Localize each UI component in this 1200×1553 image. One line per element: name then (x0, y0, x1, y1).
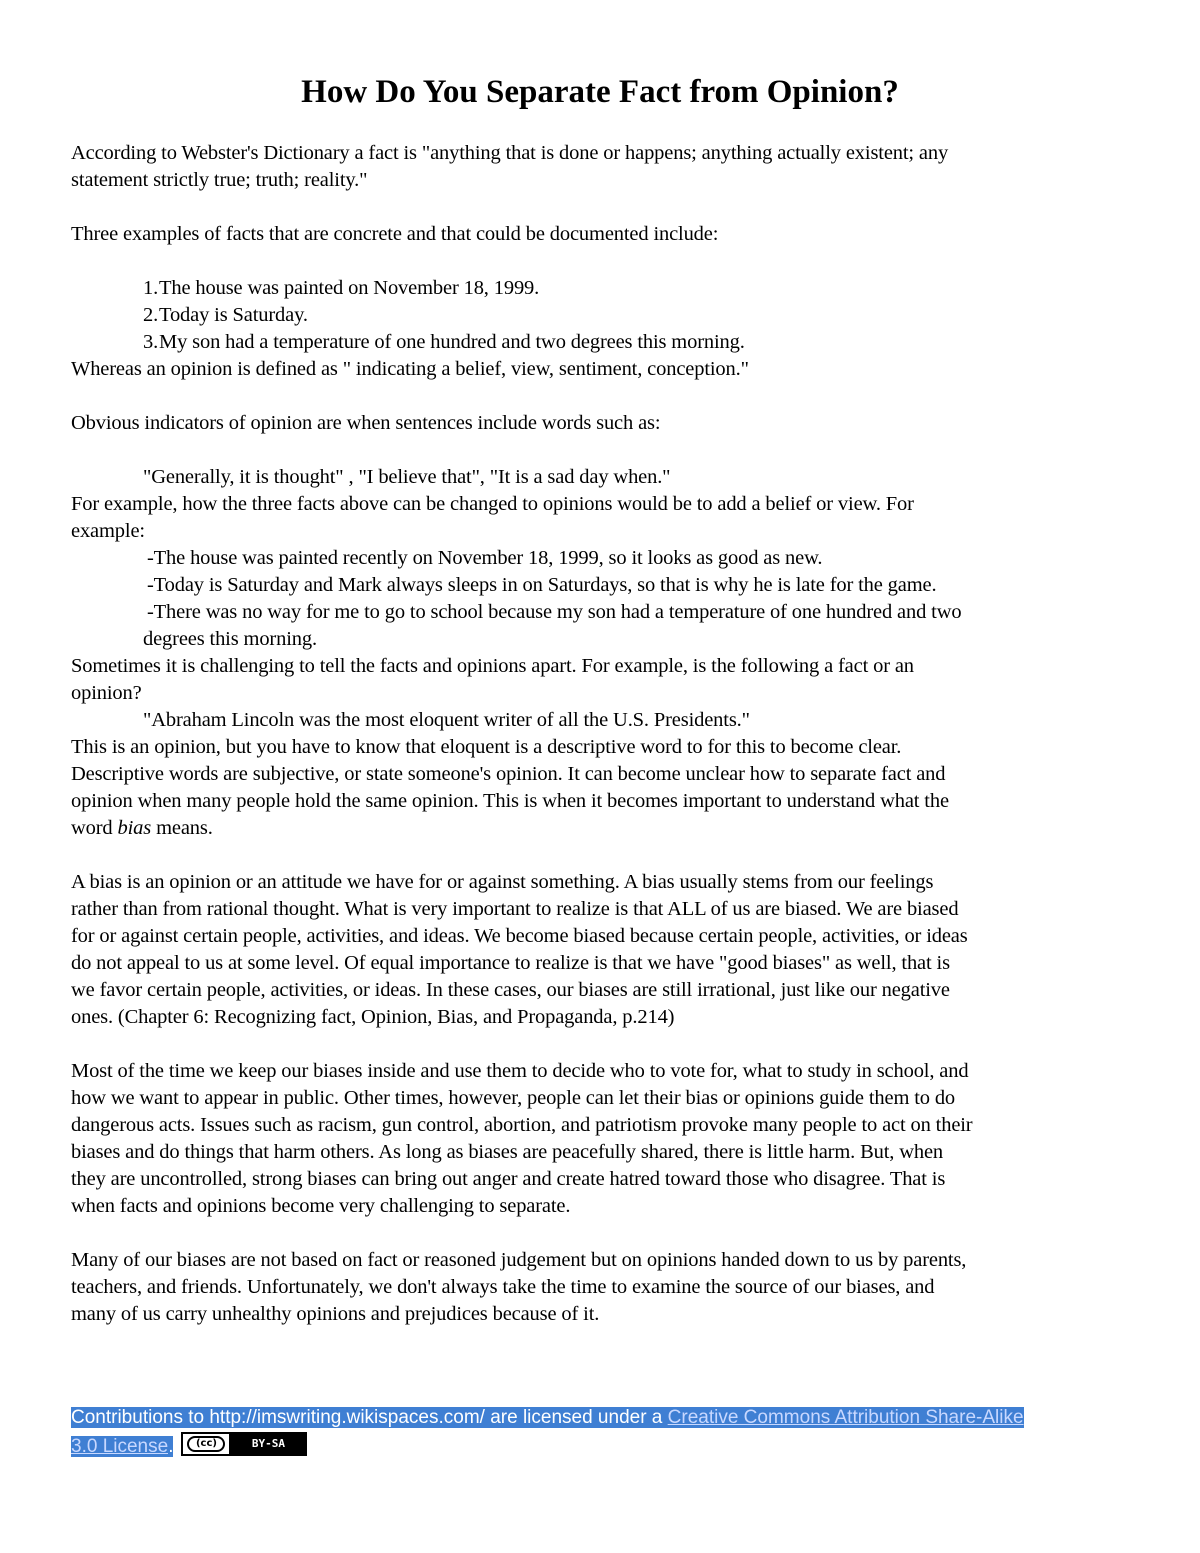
biases-inside-line: dangerous acts. Issues such as racism, gun control, abortion, and patriotism provoke many people to act on their (71, 1114, 973, 1136)
challenge-line-1: Sometimes it is challenging to tell the facts and opinions apart. For example, is the following a fact or an (71, 655, 914, 677)
bias-line: A bias is an opinion or an attitude we have for or against something. A bias usually stems from our feelings (71, 871, 934, 893)
biases-inside-line: when facts and opinions become very challenging to separate. (71, 1195, 571, 1217)
list-number: 1. (143, 277, 159, 299)
example-intro-line-2: example: (71, 520, 145, 542)
license-prefix: Contributions to http://imswriting.wikispaces.com/ are licensed under a (71, 1407, 668, 1428)
explanation-line-4 (71, 815, 1131, 842)
opinion-example: -There was no way for me to go to school because my son had a temperature of one hundred and two (147, 601, 962, 623)
list-number: 2. (143, 304, 159, 326)
lincoln-quote: "Abraham Lincoln was the most eloquent writer of all the U.S. Presidents." (143, 709, 750, 731)
bias-line: do not appeal to us at some level. Of equal importance to realize is that we have "good biases" as well, that is (71, 952, 950, 974)
bias-term: bias (117, 817, 152, 839)
biases-inside-line: Most of the time we keep our biases inside and use them to decide who to vote for, what to study in school, and (71, 1060, 969, 1082)
by-sa-label: BY-SA (251, 1436, 286, 1450)
explanation-line-3: opinion when many people hold the same opinion. This is when it becomes important to understand what the (71, 790, 949, 812)
opinion-example: -Today is Saturday and Mark always sleeps in on Saturdays, so that is why he is late for the game. (147, 574, 937, 596)
opinion-example: -The house was painted recently on November 18, 1999, so it looks as good as new. (147, 547, 823, 569)
intro-line-1: According to Webster's Dictionary a fact is "anything that is done or happens; anything actually existent; any (71, 142, 949, 164)
opinion-example-continued: degrees this morning. (143, 628, 317, 650)
cc-by-sa-badge-icon[interactable] (181, 1432, 307, 1456)
inherited-line: teachers, and friends. Unfortunately, we don't always take the time to examine the source of our biases, and (71, 1276, 935, 1298)
document-body (71, 140, 1131, 1328)
list-item (71, 329, 1131, 356)
explanation-word: word (71, 817, 118, 839)
list-text: The house was painted on November 18, 1999. (159, 277, 540, 299)
indicators-intro: Obvious indicators of opinion are when sentences include words such as: (71, 412, 661, 434)
biases-inside-line: they are uncontrolled, strong biases can bring out anger and create hatred toward those who disagree. That is (71, 1168, 946, 1190)
inherited-line: Many of our biases are not based on fact or reasoned judgement but on opinions handed down to us by parents, (71, 1249, 967, 1271)
biases-inside-line: how we want to appear in public. Other times, however, people can let their bias or opinions guide them to do (71, 1087, 956, 1109)
list-text: My son had a temperature of one hundred and two degrees this morning. (159, 331, 745, 353)
page-title: How Do You Separate Fact from Opinion? (301, 74, 899, 110)
list-item (71, 275, 1131, 302)
list-number: 3. (143, 331, 159, 353)
opinion-definition: Whereas an opinion is defined as " indicating a belief, view, sentiment, conception." (71, 358, 749, 380)
explanation-tail: means. (151, 817, 213, 839)
cc-logo-icon: (cc) (187, 1436, 225, 1452)
license-link-text-2: 3.0 License (71, 1436, 169, 1457)
bias-line: we favor certain people, activities, or ideas. In these cases, our biases are still irrational, just like our negative (71, 979, 950, 1001)
biases-inside-line: biases and do things that harm others. As long as biases are peacefully shared, there is little harm. But, when (71, 1141, 944, 1163)
bias-line: rather than from rational thought. What is very important to realize is that ALL of us are biased. We are biased (71, 898, 959, 920)
license-suffix: . (168, 1436, 174, 1457)
inherited-line: many of us carry unhealthy opinions and prejudices because of it. (71, 1303, 600, 1325)
facts-intro: Three examples of facts that are concrete and that could be documented include: (71, 223, 719, 245)
list-text: Today is Saturday. (159, 304, 308, 326)
indicators-example: "Generally, it is thought" , "I believe that", "It is a sad day when." (143, 466, 671, 488)
example-intro-line-1: For example, how the three facts above can be changed to opinions would be to add a belief or view. For (71, 493, 914, 515)
bias-line: ones. (Chapter 6: Recognizing fact, Opinion, Bias, and Propaganda, p.214) (71, 1006, 675, 1028)
license-link-text: Creative Commons Attribution Share-Alike (667, 1407, 1024, 1428)
explanation-line-2: Descriptive words are subjective, or state someone's opinion. It can become unclear how to separate fact and (71, 763, 946, 785)
intro-line-2: statement strictly true; truth; reality." (71, 169, 368, 191)
challenge-line-2: opinion? (71, 682, 142, 704)
explanation-line-1: This is an opinion, but you have to know that eloquent is a descriptive word to for this to become clear. (71, 736, 902, 758)
license-footer (71, 1403, 1131, 1461)
list-item (71, 302, 1131, 329)
bias-line: for or against certain people, activities, and ideas. We become biased because certain people, activities, or ideas (71, 925, 968, 947)
